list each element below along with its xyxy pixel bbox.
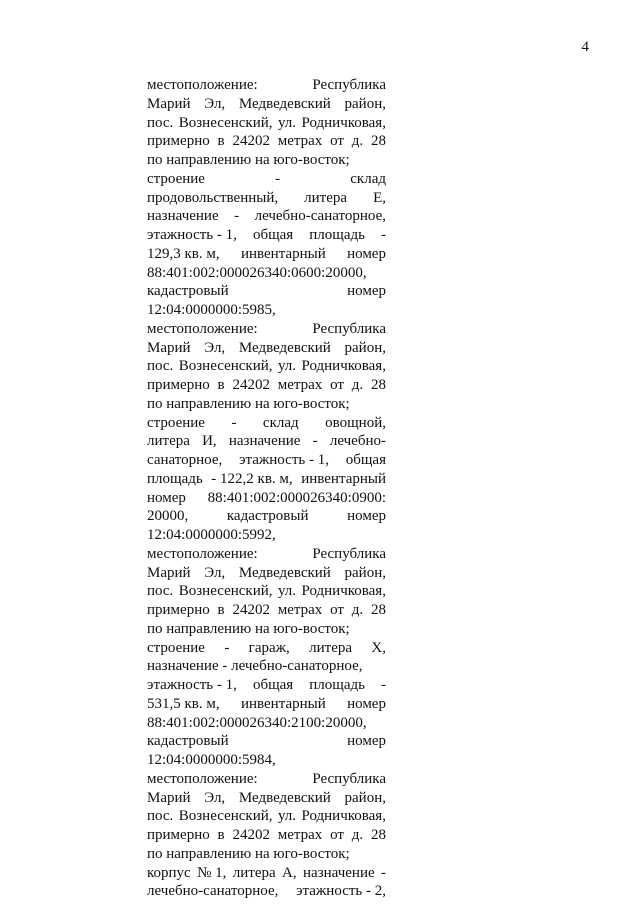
- text-word: номер: [347, 283, 386, 300]
- text-word: в: [217, 377, 225, 393]
- text-line: [147, 189, 386, 208]
- text-line: [147, 714, 386, 733]
- text-word: район,: [344, 564, 386, 581]
- text-word: общая: [345, 452, 386, 468]
- text-word: д.: [351, 827, 364, 843]
- page-number: 4: [581, 39, 589, 55]
- text-word: по направлению на юго-восток;: [147, 845, 350, 862]
- text-word: номер: [147, 489, 186, 506]
- text-word: 88:401:002:000026340:2100:20000,: [147, 714, 367, 731]
- text-word: лечебно-санаторное,: [254, 208, 386, 225]
- text-word: литера: [309, 639, 353, 656]
- text-word: лечебно-: [329, 433, 386, 450]
- text-line: [147, 695, 386, 714]
- text-line: [147, 282, 386, 301]
- text-word: 12:04:0000000:5985,: [147, 302, 276, 318]
- text-word: -: [312, 433, 318, 450]
- text-word: Республика: [312, 770, 386, 787]
- text-line: [147, 170, 386, 189]
- text-word: кадастровый: [226, 508, 309, 525]
- text-word: площадь: [309, 677, 365, 693]
- text-word: примерно: [147, 377, 210, 393]
- text-word: Е,: [373, 189, 386, 206]
- text-line: [147, 526, 386, 545]
- text-line: [147, 882, 386, 901]
- text-word: Медведевский: [238, 789, 331, 806]
- text-word: Вознесенский,: [178, 358, 273, 375]
- text-word: Республика: [312, 320, 386, 337]
- text-line: [147, 151, 386, 170]
- text-line: [147, 489, 386, 508]
- text-word: 24202: [232, 377, 270, 393]
- text-word: назначение: [303, 864, 375, 881]
- text-word: -: [234, 208, 240, 225]
- text-word: пос.: [147, 808, 174, 825]
- text-word: местоположение:: [147, 545, 258, 562]
- text-word: номер: [347, 695, 386, 712]
- text-line: [147, 864, 386, 883]
- text-word: метрах: [277, 602, 323, 618]
- text-word: ул.: [277, 114, 297, 131]
- text-word: по направлению на юго-восток;: [147, 152, 350, 168]
- text-column: [147, 76, 386, 901]
- text-word: -: [381, 227, 386, 243]
- text-word: метрах: [277, 377, 323, 393]
- text-line: [147, 751, 386, 770]
- text-word: склад: [350, 170, 386, 187]
- text-word: 12:04:0000000:5992,: [147, 527, 276, 543]
- text-word: Эл,: [204, 339, 226, 356]
- text-word: -: [275, 170, 281, 187]
- text-word: -: [381, 864, 386, 881]
- text-line: [147, 807, 386, 826]
- text-word: -: [231, 414, 237, 431]
- text-word: Марий: [147, 339, 191, 356]
- text-word: Эл,: [204, 95, 226, 112]
- text-word: 28: [371, 602, 386, 618]
- text-word: корпус: [147, 864, 191, 881]
- text-word: назначение: [147, 208, 219, 225]
- text-word: район,: [344, 95, 386, 112]
- text-word: примерно: [147, 602, 210, 618]
- text-word: 28: [371, 377, 386, 393]
- text-word: 12:04:0000000:5984,: [147, 752, 276, 768]
- text-word: в: [217, 827, 225, 843]
- text-line: [147, 432, 386, 451]
- text-line: [147, 789, 386, 808]
- text-word: Вознесенский,: [178, 114, 273, 131]
- text-word: 28: [371, 133, 386, 150]
- text-word: Родничковая,: [301, 358, 386, 375]
- text-word: д.: [351, 377, 364, 393]
- text-word: Медведевский: [238, 339, 331, 356]
- text-line: [147, 245, 386, 264]
- text-word: 20000,: [147, 508, 189, 525]
- text-word: номер: [347, 733, 386, 750]
- text-word: в: [217, 602, 225, 618]
- text-line: [147, 845, 386, 864]
- text-word: строение: [147, 639, 205, 656]
- text-word: по направлению на юго-восток;: [147, 620, 350, 637]
- text-word: инвентарный: [240, 695, 326, 712]
- text-line: [147, 114, 386, 133]
- text-line: [147, 470, 386, 489]
- text-word: местоположение:: [147, 77, 258, 93]
- text-word: общая: [252, 227, 294, 243]
- text-word: кадастровый: [147, 733, 229, 750]
- text-word: Вознесенский,: [178, 583, 273, 600]
- text-line: [147, 264, 386, 283]
- text-line: [147, 414, 386, 433]
- text-word: Медведевский: [238, 95, 331, 112]
- text-word: 24202: [232, 602, 270, 618]
- text-word: инвентарный: [240, 245, 326, 262]
- text-word: Медведевский: [238, 564, 331, 581]
- text-word: Родничковая,: [301, 808, 386, 825]
- text-word: общая: [252, 677, 294, 693]
- text-word: местоположение:: [147, 320, 258, 337]
- text-word: пос.: [147, 114, 174, 131]
- text-word: площадь: [147, 470, 203, 487]
- text-line: [147, 207, 386, 226]
- text-word: 28: [371, 827, 386, 843]
- text-word: № 1,: [197, 864, 227, 881]
- text-word: строение: [147, 170, 205, 187]
- text-word: этажность - 1,: [147, 227, 237, 243]
- text-word: Эл,: [204, 789, 226, 806]
- text-word: гараж,: [248, 639, 290, 656]
- text-word: район,: [344, 789, 386, 806]
- text-line: [147, 301, 386, 320]
- text-line: [147, 507, 386, 526]
- text-line: [147, 620, 386, 639]
- text-line: [147, 545, 386, 564]
- text-word: от: [330, 377, 344, 393]
- text-word: примерно: [147, 133, 210, 150]
- text-line: [147, 826, 386, 845]
- text-word: А,: [282, 864, 297, 881]
- text-line: [147, 657, 386, 676]
- text-word: ул.: [277, 583, 297, 600]
- text-word: этажность - 1,: [147, 677, 237, 693]
- text-word: по направлению на юго-восток;: [147, 395, 350, 412]
- text-word: санаторное,: [147, 452, 223, 468]
- text-word: 531,5 кв. м,: [147, 695, 220, 712]
- text-word: д.: [351, 602, 364, 618]
- text-word: примерно: [147, 827, 210, 843]
- text-word: Вознесенский,: [178, 808, 273, 825]
- text-word: д.: [351, 133, 364, 150]
- text-word: от: [330, 133, 344, 150]
- text-word: 24202: [232, 133, 270, 150]
- text-word: в: [217, 133, 225, 150]
- text-line: [147, 95, 386, 114]
- text-word: от: [330, 827, 344, 843]
- text-word: этажность - 1,: [239, 452, 329, 468]
- text-word: - 122,2 кв. м,: [211, 470, 293, 487]
- text-word: район,: [344, 339, 386, 356]
- text-word: 24202: [232, 827, 270, 843]
- text-line: [147, 451, 386, 470]
- text-line: [147, 76, 386, 95]
- text-word: от: [330, 602, 344, 618]
- text-word: ул.: [277, 358, 297, 375]
- text-word: Республика: [312, 77, 386, 93]
- text-word: лечебно-санаторное,: [147, 883, 279, 900]
- text-line: [147, 732, 386, 751]
- text-word: пос.: [147, 358, 174, 375]
- text-line: [147, 339, 386, 358]
- text-line: [147, 320, 386, 339]
- text-word: Республика: [312, 545, 386, 562]
- text-word: местоположение:: [147, 770, 258, 787]
- text-line: [147, 639, 386, 658]
- text-word: метрах: [277, 827, 323, 843]
- text-line: [147, 601, 386, 620]
- text-word: строение: [147, 414, 205, 431]
- text-word: Марий: [147, 789, 191, 806]
- text-line: [147, 357, 386, 376]
- text-line: [147, 376, 386, 395]
- text-word: 88:401:002:000026340:0900:: [207, 489, 386, 506]
- text-word: 88:401:002:000026340:0600:20000,: [147, 264, 367, 281]
- text-word: номер: [347, 245, 386, 262]
- text-word: Х,: [371, 639, 386, 656]
- text-line: [147, 226, 386, 245]
- text-word: продовольственный,: [147, 189, 279, 206]
- text-line: [147, 395, 386, 414]
- text-word: овощной,: [325, 414, 386, 431]
- text-line: [147, 770, 386, 789]
- text-word: Марий: [147, 564, 191, 581]
- text-word: ул.: [277, 808, 297, 825]
- text-word: номер: [347, 508, 386, 525]
- text-word: этажность - 2,: [296, 883, 386, 900]
- text-word: 129,3 кв. м,: [147, 245, 220, 262]
- text-word: литера: [232, 864, 276, 881]
- text-line: [147, 132, 386, 151]
- text-word: инвентарный: [301, 470, 386, 487]
- text-word: назначение: [228, 433, 301, 450]
- text-word: литера: [304, 189, 348, 206]
- text-word: литера: [147, 433, 190, 450]
- text-word: склад: [262, 414, 299, 431]
- text-word: -: [224, 639, 230, 656]
- text-word: Эл,: [204, 564, 226, 581]
- text-word: И,: [202, 433, 217, 450]
- text-word: площадь: [309, 227, 365, 243]
- text-word: кадастровый: [147, 283, 229, 300]
- text-word: -: [381, 677, 386, 693]
- text-word: Родничковая,: [301, 114, 386, 131]
- text-line: [147, 582, 386, 601]
- text-word: назначение - лечебно-санаторное,: [147, 658, 363, 675]
- text-word: пос.: [147, 583, 174, 600]
- text-word: Марий: [147, 95, 191, 112]
- text-line: [147, 564, 386, 583]
- text-word: метрах: [277, 133, 323, 150]
- text-word: Родничковая,: [301, 583, 386, 600]
- text-line: [147, 676, 386, 695]
